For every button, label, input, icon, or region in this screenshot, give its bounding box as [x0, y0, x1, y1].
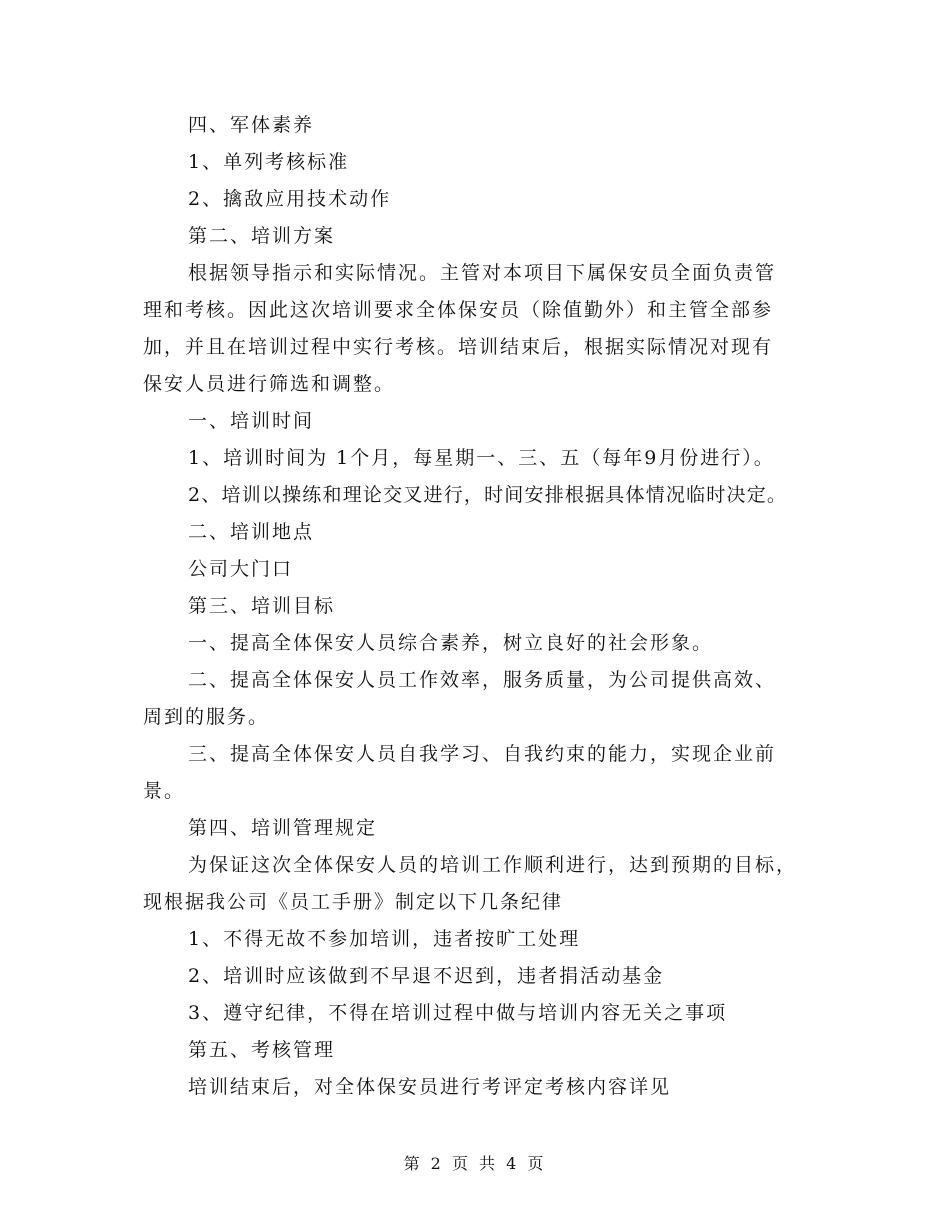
- text-line: 理和考核。因此这次培训要求全体保安员（除值勤外）和主管全部参: [143, 299, 774, 321]
- text-line: 三、提高全体保安人员自我学习、自我约束的能力，实现企业前: [188, 743, 777, 765]
- text-line: 景。: [143, 780, 186, 802]
- text-line: 第五、考核管理: [188, 1039, 336, 1061]
- text-line: 1、单列考核标准: [188, 151, 350, 173]
- text-line: 一、培训时间: [188, 410, 315, 432]
- text-line: 第二、培训方案: [188, 225, 336, 247]
- text-line: 二、培训地点: [188, 521, 315, 543]
- text-line: 二、提高全体保安人员工作效率，服务质量，为公司提供高效、: [188, 669, 777, 691]
- text-line: 加，并且在培训过程中实行考核。培训结束后，根据实际情况对现有: [143, 336, 774, 358]
- text-line: 为保证这次全体保安人员的培训工作顺利进行，达到预期的目标，: [188, 854, 798, 876]
- text-line: 2、培训以操练和理论交叉进行，时间安排根据具体情况临时决定。: [188, 484, 788, 506]
- text-line: 第四、培训管理规定: [188, 817, 378, 839]
- text-line: 3、遵守纪律，不得在培训过程中做与培训内容无关之事项: [188, 1002, 728, 1024]
- text-line: 现根据我公司《员工手册》制定以下几条纪律: [143, 891, 564, 913]
- text-line: 1、培训时间为 1个月，每星期一、三、五（每年9月份进行）。: [188, 447, 775, 469]
- text-line: 四、军体素养: [188, 114, 315, 136]
- text-line: 公司大门口: [188, 558, 294, 580]
- text-line: 2、擒敌应用技术动作: [188, 188, 392, 210]
- text-line: 2、培训时应该做到不早退不迟到，违者捐活动基金: [188, 965, 665, 987]
- text-line: 培训结束后，对全体保安员进行考评定考核内容详见: [188, 1076, 672, 1098]
- text-line: 第三、培训目标: [188, 595, 336, 617]
- document-body: [143, 107, 823, 1106]
- text-line: 一、提高全体保安人员综合素养，树立良好的社会形象。: [188, 632, 714, 654]
- text-line: 根据领导指示和实际情况。主管对本项目下属保安员全面负责管: [188, 262, 777, 284]
- page-number-footer: 第 2 页 共 4 页: [403, 1154, 547, 1173]
- text-line: 1、不得无故不参加培训，违者按旷工处理: [188, 928, 581, 950]
- text-line: 周到的服务。: [143, 706, 270, 728]
- text-line: 保安人员进行筛选和调整。: [143, 373, 396, 395]
